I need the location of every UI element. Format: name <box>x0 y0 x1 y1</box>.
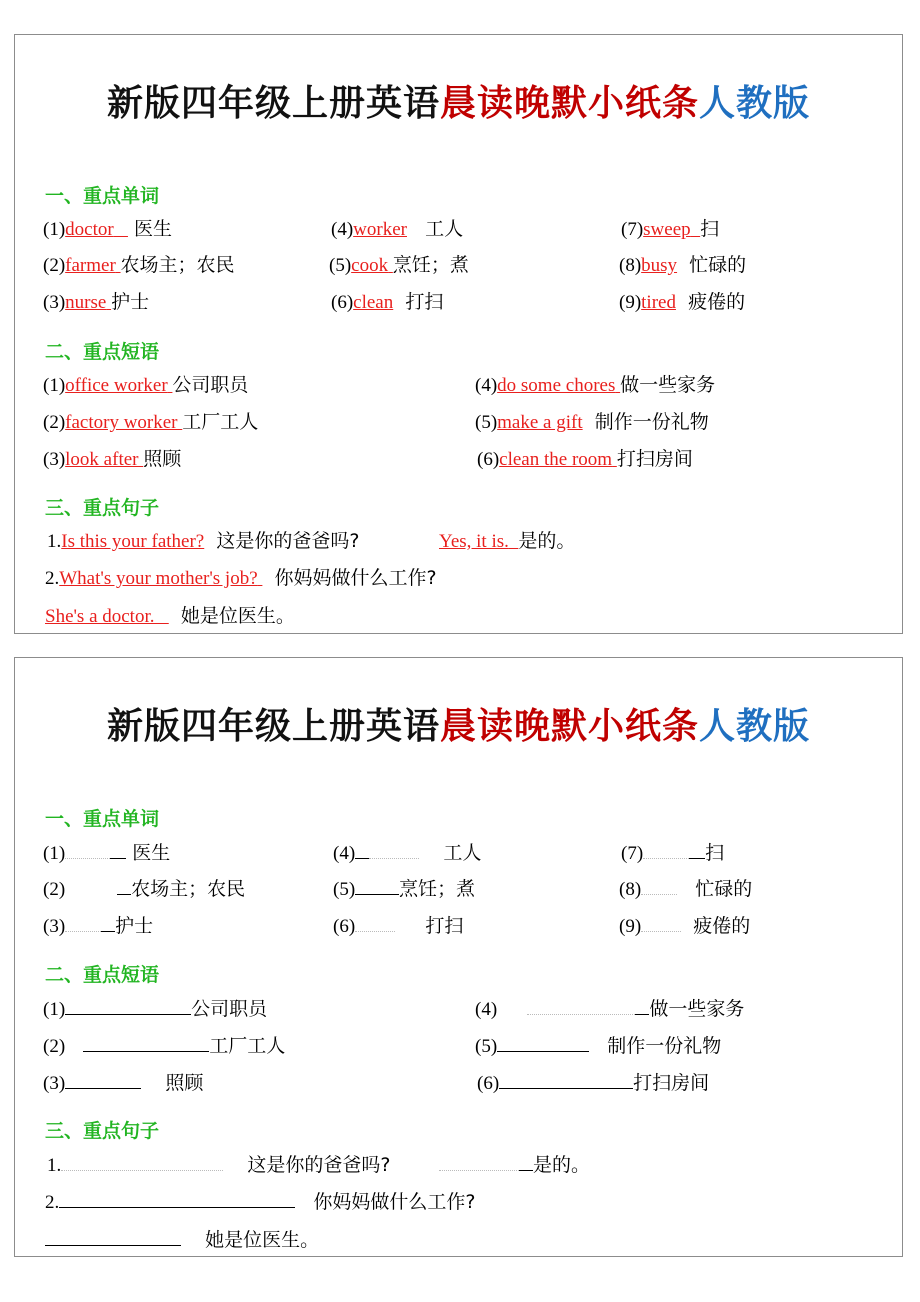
word-item: (4)worker 工人 <box>331 218 464 240</box>
practice-card <box>14 657 903 1257</box>
title-part-1: 新版四年级上册英语 <box>106 705 440 747</box>
answer-blank[interactable] <box>45 1227 181 1246</box>
title-part-1: 新版四年级上册英语 <box>106 82 440 124</box>
answer-text: Is this your father? <box>61 531 205 552</box>
answer-text: clean the room <box>499 449 613 470</box>
answer-blank[interactable] <box>65 913 101 932</box>
title-part-2: 晨读晚默小纸条 <box>439 705 699 747</box>
answer-text: factory worker <box>65 412 178 433</box>
answer-blank[interactable] <box>439 1152 519 1171</box>
answer-text: busy <box>641 255 678 276</box>
word-item: (6)clean 打扫 <box>331 291 444 313</box>
answer-blank[interactable] <box>61 1152 223 1171</box>
word-blank-item: (4) 工人 <box>333 842 482 864</box>
phrase-item: (6)clean the room 打扫房间 <box>477 448 693 470</box>
answer-text: doctor <box>65 219 114 240</box>
answer-card <box>14 34 903 634</box>
sentence-item: She's a doctor. 她是位医生。 <box>45 605 295 627</box>
section-sentences-heading: 三、重点句子 <box>45 497 160 519</box>
word-blank-item: (3) 护士 <box>43 915 154 937</box>
word-item: (2)farmer 农场主；农民 <box>43 254 235 276</box>
word-item: (9)tired 疲倦的 <box>619 291 746 313</box>
answer-text: cook <box>351 255 389 276</box>
answer-text: farmer <box>65 255 116 276</box>
title-part-3: 人教版 <box>699 82 811 124</box>
answer-text: do some chores <box>497 375 616 396</box>
phrase-item: (4)do some chores 做一些家务 <box>475 374 716 396</box>
phrase-blank-item: (4) 做一些家务 <box>475 998 745 1020</box>
section-phrases-heading: 二、重点短语 <box>45 341 160 363</box>
word-item: (8)busy 忙碌的 <box>619 254 747 276</box>
answer-blank[interactable] <box>499 1070 633 1089</box>
phrase-blank-item: (1) 公司职员 <box>43 998 268 1020</box>
answer-blank[interactable] <box>641 913 681 932</box>
answer-text: She's a doctor. <box>45 606 155 627</box>
phrase-blank-item: (2) 工厂工人 <box>43 1035 286 1057</box>
page-title <box>15 698 902 749</box>
word-blank-item: (8) 忙碌的 <box>619 878 753 900</box>
section-phrases-heading: 二、重点短语 <box>45 964 160 986</box>
answer-blank[interactable] <box>355 876 399 895</box>
word-blank-item: (2) 农场主；农民 <box>43 878 246 900</box>
answer-blank[interactable] <box>355 913 395 932</box>
word-item: (5)cook 烹饪；煮 <box>329 254 469 276</box>
answer-text: office worker <box>65 375 168 396</box>
phrase-item: (2)factory worker 工厂工人 <box>43 411 259 433</box>
sentence-item: Yes, it is. 是的。 <box>439 530 576 552</box>
word-item: (1)doctor 医生 <box>43 218 173 240</box>
answer-text: make a gift <box>497 412 583 433</box>
title-part-3: 人教版 <box>699 705 811 747</box>
answer-text: look after <box>65 449 139 470</box>
answer-blank[interactable] <box>65 877 117 895</box>
answer-text: sweep <box>643 219 691 240</box>
sentence-blank-item: 她是位医生。 <box>45 1227 319 1252</box>
section-words-heading: 一、重点单词 <box>45 185 160 207</box>
sentence-item: 2.What's your mother's job? 你妈妈做什么工作? <box>45 567 437 589</box>
answer-blank[interactable] <box>527 996 635 1015</box>
phrase-blank-item: (3) 照顾 <box>43 1072 204 1094</box>
section-sentences-heading: 三、重点句子 <box>45 1120 160 1142</box>
answer-blank[interactable] <box>65 1070 141 1089</box>
word-blank-item: (7) 扫 <box>621 842 725 864</box>
answer-blank[interactable] <box>65 996 191 1015</box>
answer-blank[interactable] <box>497 1033 589 1052</box>
phrase-blank-item: (5) 制作一份礼物 <box>475 1035 722 1057</box>
answer-blank[interactable] <box>643 840 689 859</box>
answer-text: What's your mother's job? <box>59 568 258 589</box>
phrase-item: (5)make a gift 制作一份礼物 <box>475 411 709 433</box>
answer-text: clean <box>353 292 394 313</box>
word-item: (3)nurse 护士 <box>43 291 150 313</box>
sentence-item: 1.Is this your father? 这是你的爸爸吗? <box>47 530 360 552</box>
sentence-blank-item: 是的。 <box>439 1152 590 1177</box>
title-part-2: 晨读晚默小纸条 <box>439 82 699 124</box>
word-blank-item: (5) 烹饪；煮 <box>333 878 476 900</box>
sentence-blank-item: 1. 这是你的爸爸吗? <box>47 1154 391 1176</box>
answer-text: worker <box>353 219 407 240</box>
word-item: (7)sweep 扫 <box>621 218 720 240</box>
section-words-heading: 一、重点单词 <box>45 808 160 830</box>
answer-text: nurse <box>65 292 107 313</box>
answer-text: Yes, it is. <box>439 531 509 552</box>
phrase-item: (3)look after 照顾 <box>43 448 182 470</box>
word-blank-item: (1) 医生 <box>43 842 171 864</box>
word-blank-item: (6) 打扫 <box>333 915 464 937</box>
sentence-blank-item: 2. 你妈妈做什么工作? <box>45 1191 476 1213</box>
answer-blank[interactable] <box>369 840 419 859</box>
phrase-item: (1)office worker 公司职员 <box>43 374 249 396</box>
phrase-blank-item: (6) 打扫房间 <box>477 1072 710 1094</box>
answer-blank[interactable] <box>59 1189 295 1208</box>
answer-blank[interactable] <box>83 1033 209 1052</box>
word-blank-item: (9) 疲倦的 <box>619 915 751 937</box>
answer-blank[interactable] <box>641 876 677 895</box>
page-title <box>15 75 902 126</box>
answer-blank[interactable] <box>65 840 110 859</box>
answer-text: tired <box>641 292 676 313</box>
